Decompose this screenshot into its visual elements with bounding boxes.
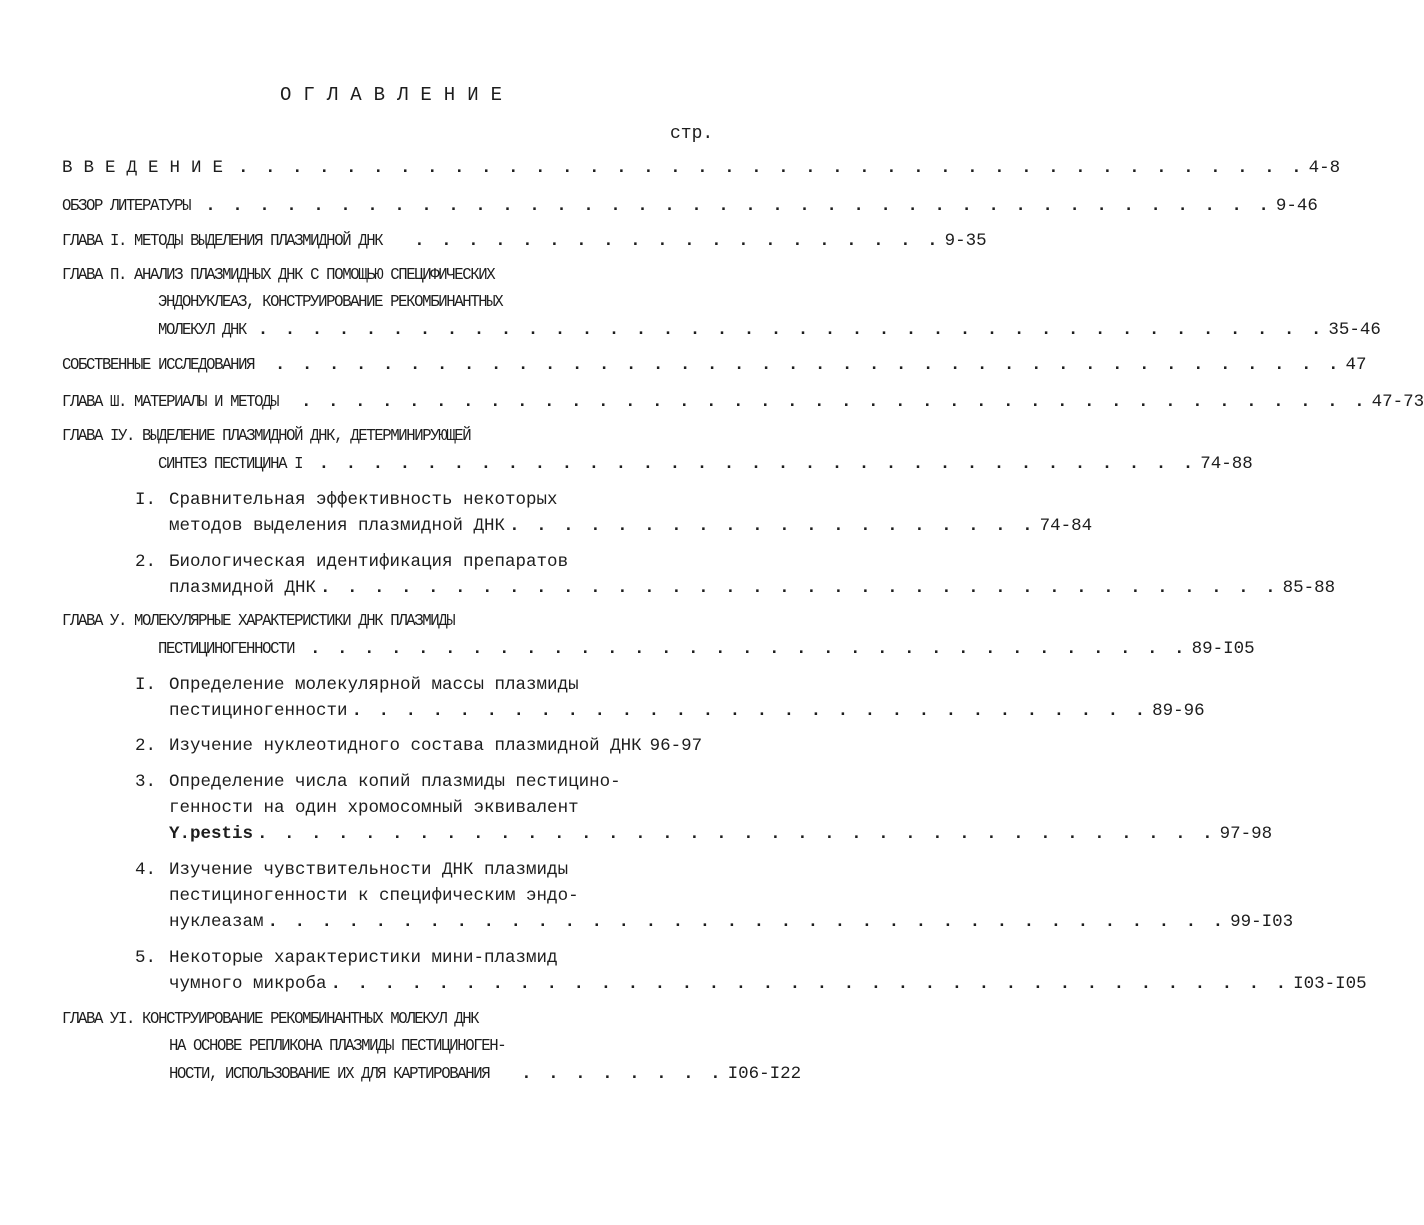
toc-title: ОГЛАВЛЕНИЕ xyxy=(279,84,515,106)
toc-entry-chapter-5-line1 xyxy=(62,610,722,634)
entry-text: ГЛАВА IУ. ВЫДЕЛЕНИЕ ПЛАЗМИДНОЙ ДНК, ДЕТЕРМИНИРУЮЩЕЙ xyxy=(62,427,471,446)
entry-page: 97-98 xyxy=(1219,824,1273,844)
toc-entry-chapter-3 xyxy=(62,390,1424,415)
entry-page: 47 xyxy=(1345,355,1367,375)
leader-dots: . . . . . . . . . . . . . . . . . . . . . . . . . . . . . . . . . xyxy=(309,639,1188,659)
entry-page: 9-35 xyxy=(944,231,987,251)
entry-text: СОБСТВЕННЫЕ ИССЛЕДОВАНИЯ xyxy=(62,356,255,375)
entry-text: методов выделения плазмидной ДНК xyxy=(169,516,506,536)
leader-dots: . . . . . . . . . . . . . . . . . . . . . . . . . . . . . . . . . . . . . . . . xyxy=(274,355,1342,375)
entry-text: ГЛАВА Ш. МАТЕРИАЛЫ И МЕТОДЫ xyxy=(62,393,279,412)
toc-entry-chapter-4-line2 xyxy=(158,452,1253,477)
toc-entry-chapter-2-line3 xyxy=(158,318,1381,343)
leader-dots: . . . . . . . . . . . . . . . . . . . . . . . . . . . . . . . . . . . . xyxy=(257,824,1216,844)
toc-sub-4-2-line2 xyxy=(169,576,1336,600)
entry-text: пестициногенности к специфическим эндо- xyxy=(169,886,579,906)
leader-dots: . . . . . . . . . . . . . . . . . . . . . . . . . . . . . . . . . . . . . . . . xyxy=(238,158,1305,178)
sub-number: 4. xyxy=(135,860,157,880)
entry-text: ОБЗОР ЛИТЕРАТУРЫ xyxy=(62,197,191,216)
toc-sub-5-3-line3 xyxy=(169,822,1273,846)
entry-page: 99-I03 xyxy=(1230,912,1294,932)
entry-text: ВВЕДЕНИЕ xyxy=(62,158,235,178)
entry-page: 96-97 xyxy=(649,736,703,756)
toc-sub-5-3-line2 xyxy=(169,796,718,820)
toc-sub-4-1-line2 xyxy=(169,514,1093,538)
toc-sub-5-3-line1 xyxy=(135,770,725,794)
entry-page: I06-I22 xyxy=(727,1064,802,1084)
entry-text: Сравнительная эффективность некоторых xyxy=(169,490,558,510)
toc-entry-chapter-1 xyxy=(62,229,987,254)
entry-text: ГЛАВА У. МОЛЕКУЛЯРНЫЕ ХАРАКТЕРИСТИКИ ДНК ПЛАЗМИДЫ xyxy=(62,612,455,631)
entry-text: Изучение нуклеотидного состава плазмидной ДНК xyxy=(169,736,642,756)
entry-page: I03-I05 xyxy=(1293,974,1367,994)
entry-text: Некоторые характеристики мини-плазмид xyxy=(169,948,558,968)
entry-text: Биологическая идентификация препаратов xyxy=(169,552,569,572)
toc-entry-literature-review xyxy=(62,194,1318,219)
entry-text: ГЛАВА УI. КОНСТРУИРОВАНИЕ РЕКОМБИНАНТНЫХ МОЛЕКУЛ ДНК xyxy=(62,1010,479,1029)
entry-text: Y.pestis xyxy=(169,824,254,844)
leader-dots: . . . . . . . . . . . . . . . . . . . . . . . . . . . . . . . . . . . . xyxy=(330,974,1290,994)
leader-dots: . . . . . . . . . . . . . . . . . . . . . . . . . . . . . . xyxy=(351,701,1149,721)
toc-entry-introduction xyxy=(62,156,1341,180)
toc-entry-chapter-4-line1 xyxy=(62,425,722,449)
entry-page: 4-8 xyxy=(1308,158,1341,178)
sub-number: I. xyxy=(135,675,157,695)
sub-number: I. xyxy=(135,490,157,510)
leader-dots: . . . . . . . . . . . . . . . . . . . . . . . . . . . . . . . . . . . . xyxy=(320,578,1279,598)
sub-number: 3. xyxy=(135,772,157,792)
entry-text: плазмидной ДНК xyxy=(169,578,317,598)
entry-page: 9-46 xyxy=(1275,196,1318,216)
entry-text: МОЛЕКУЛ ДНК xyxy=(158,321,247,340)
leader-dots: . . . . . . . . xyxy=(521,1064,724,1084)
entry-page: 89-I05 xyxy=(1191,639,1255,659)
entry-text: чумного микроба xyxy=(169,974,327,994)
toc-entry-chapter-6-line2 xyxy=(169,1035,729,1059)
entry-text: Определение числа копий плазмиды пестицино- xyxy=(169,772,621,792)
toc-sub-4-1-line1 xyxy=(135,488,725,512)
toc-entry-chapter-2-line2 xyxy=(158,291,718,315)
toc-sub-4-2-line1 xyxy=(135,550,725,574)
entry-text: НОСТИ, ИСПОЛЬЗОВАНИЕ ИХ ДЛЯ КАРТИРОВАНИЯ xyxy=(169,1065,490,1084)
entry-text: генности на один хромосомный эквивалент xyxy=(169,798,579,818)
sub-number: 5. xyxy=(135,948,157,968)
entry-text: ГЛАВА I. МЕТОДЫ ВЫДЕЛЕНИЯ ПЛАЗМИДНОЙ ДНК xyxy=(62,232,383,251)
entry-text: нуклеазам xyxy=(169,912,264,932)
leader-dots: . . . . . . . . . . . . . . . . . . . . xyxy=(509,516,1036,536)
entry-page: 85-88 xyxy=(1282,578,1336,598)
entry-text: ПЕСТИЦИНОГЕННОСТИ xyxy=(158,640,295,659)
toc-entry-chapter-2-line1 xyxy=(62,264,722,288)
toc-sub-5-5-line2 xyxy=(169,972,1367,996)
entry-text: СИНТЕЗ ПЕСТИЦИНА I xyxy=(158,455,303,474)
toc-entry-chapter-6-line3 xyxy=(169,1062,802,1087)
toc-entry-chapter-5-line2 xyxy=(158,637,1255,662)
entry-text: НА ОСНОВЕ РЕПЛИКОНА ПЛАЗМИДЫ ПЕСТИЦИНОГЕН- xyxy=(169,1037,506,1056)
entry-page: 74-88 xyxy=(1200,454,1253,474)
toc-entry-own-research xyxy=(62,353,1367,378)
toc-sub-5-4-line2 xyxy=(169,884,718,908)
toc-entry-chapter-6-line1 xyxy=(62,1008,722,1032)
toc-sub-5-2 xyxy=(135,734,725,758)
leader-dots: . . . . . . . . . . . . . . . . . . . . . . . . . . . . . . . . . . . . xyxy=(267,912,1227,932)
leader-dots: . . . . . . . . . . . . . . . . . . . . . . . . . . . . . . . . . . . . . . . . xyxy=(300,392,1368,412)
toc-sub-5-1-line1 xyxy=(135,673,725,697)
entry-text: Определение молекулярной массы плазмиды xyxy=(169,675,579,695)
page-column-label: стр. xyxy=(670,124,714,144)
entry-text: Изучение чувствительности ДНК плазмиды xyxy=(169,860,569,880)
toc-sub-5-5-line1 xyxy=(135,946,725,970)
leader-dots: . . . . . . . . . . . . . . . . . . . . xyxy=(414,231,941,251)
toc-sub-5-4-line1 xyxy=(135,858,725,882)
leader-dots: . . . . . . . . . . . . . . . . . . . . . . . . . . . . . . . . . . . . . . . . xyxy=(257,320,1325,340)
entry-page: 35-46 xyxy=(1328,320,1381,340)
sub-number: 2. xyxy=(135,736,157,756)
sub-number: 2. xyxy=(135,552,157,572)
entry-text: ЭНДОНУКЛЕАЗ, КОНСТРУИРОВАНИЕ РЕКОМБИНАНТНЫХ xyxy=(158,293,503,312)
entry-text: ГЛАВА П. АНАЛИЗ ПЛАЗМИДНЫХ ДНК С ПОМОЩЬЮ СПЕЦИФИЧЕСКИХ xyxy=(62,266,495,285)
entry-page: 89-96 xyxy=(1152,701,1205,721)
leader-dots: . . . . . . . . . . . . . . . . . . . . . . . . . . . . . . . . . xyxy=(318,454,1197,474)
toc-sub-5-4-line3 xyxy=(169,910,1294,934)
entry-text: пестициногенности xyxy=(169,701,348,721)
toc-sub-5-1-line2 xyxy=(169,699,1205,723)
entry-page: 47-73 xyxy=(1371,392,1424,412)
entry-page: 74-84 xyxy=(1039,516,1093,536)
leader-dots: . . . . . . . . . . . . . . . . . . . . . . . . . . . . . . . . . . . . . . . . xyxy=(205,196,1272,216)
